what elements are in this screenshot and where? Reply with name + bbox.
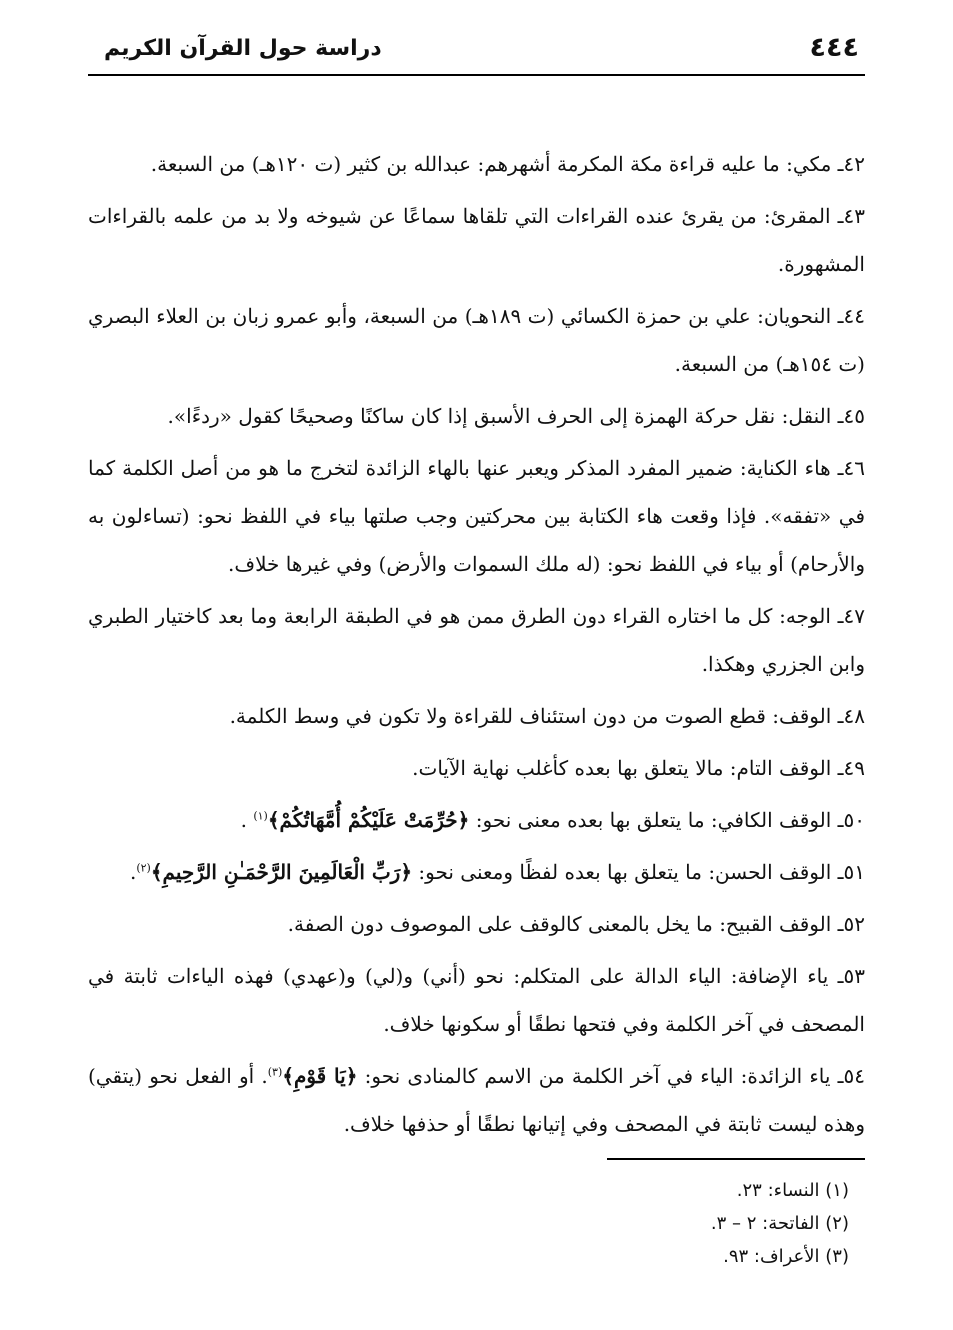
glossary-entry-43 xyxy=(88,192,865,288)
glossary-entry-46 xyxy=(88,444,865,588)
header-divider xyxy=(88,74,865,76)
footnotes xyxy=(711,1174,849,1273)
entry-number: ٤٣ـ xyxy=(837,204,865,228)
footnote-marker[interactable]: (٣) xyxy=(267,1065,283,1079)
entry-text: ياء الإضافة: الياء الدالة على المتكلم: نحو (أني) و(لي) و(عهدي) فهذه الياءات ثابتة في المصحف في آخر الكلمة وفي فتحها نطقًا أو سكونها خلاف. xyxy=(88,964,865,1036)
running-title: دراسة حول القرآن الكريم xyxy=(104,36,382,61)
entry-number: ٤٨ـ xyxy=(837,704,865,728)
entry-text: هاء الكناية: ضمير المفرد المذكر ويعبر عنها بالهاء الزائدة لتخرج ما هو من أصل الكلمة كما في «تفقه». فإذا وقعت هاء الكتابة بين محركتين وجب صلتها بياء في اللفظ نحو: (تساءلون به والأرحام) أو بياء في اللفظ نحو: (له ملك السموات والأرض) وفي غيرها خلاف. xyxy=(88,456,865,576)
entry-number: ٤٢ـ xyxy=(837,152,865,176)
entry-number: ٤٤ـ xyxy=(837,304,865,328)
entry-number: ٤٦ـ xyxy=(837,456,865,480)
glossary-entry-54 xyxy=(88,1052,865,1148)
glossary-entry-47 xyxy=(88,592,865,688)
glossary-entry-49 xyxy=(88,744,865,792)
entry-number: ٤٧ـ xyxy=(837,604,865,628)
entry-text: الوقف القبيح: ما يخل بالمعنى كالوقف على الموصوف دون الصفة. xyxy=(287,912,838,936)
footnote-2: (٢) الفاتحة: ٢ – ٣. xyxy=(710,1213,849,1234)
entry-number: ٥٠ـ xyxy=(837,808,865,832)
page-header xyxy=(88,22,865,72)
glossary-body xyxy=(88,140,865,1152)
entry-text: النقل: نقل حركة الهمزة إلى الحرف الأسبق إذا كان ساكنًا وصحيحًا كقول «ردءًا». xyxy=(167,404,838,428)
glossary-entry-53 xyxy=(88,952,865,1048)
entry-number: ٤٥ـ xyxy=(837,404,865,428)
entry-text-end: . xyxy=(240,808,254,832)
entry-number: ٥١ـ xyxy=(837,860,865,884)
glossary-entry-52 xyxy=(88,900,865,948)
entry-number: ٥٤ـ xyxy=(837,1064,865,1088)
quran-quote: ﴿رَبِّ الْعَالَمِينَ الرَّحْمَـٰنِ الرَّحِيمِ﴾ xyxy=(150,860,413,884)
glossary-entry-48 xyxy=(88,692,865,740)
entry-text: ياء الزائدة: الياء في آخر الكلمة من الاسم كالمنادى نحو: xyxy=(357,1064,838,1088)
entry-text: الوقف: قطع الصوت من دون استئناف للقراءة ولا تكون في وسط الكلمة. xyxy=(229,704,838,728)
entry-text: الوقف الكافي: ما يتعلق بها بعده معنى نحو: xyxy=(469,808,838,832)
footnote-marker[interactable]: (١) xyxy=(253,809,268,823)
footnote-divider xyxy=(607,1158,865,1160)
entry-text: المقرئ: من يقرئ عنده القراءات التي تلقاها سماعًا عن شيوخه ولا بد من علمه بالقراءات المشهورة. xyxy=(88,204,865,276)
footnote-3: (٣) الأعراف: ٩٣. xyxy=(723,1246,849,1267)
entry-text-end: . xyxy=(129,860,137,884)
footnote-1: (١) النساء: ٢٣. xyxy=(736,1180,849,1201)
glossary-entry-42 xyxy=(88,140,865,188)
page-number: ٤٤٤ xyxy=(809,32,859,63)
entry-text-end: . أو الفعل نحو (يتقي) وهذه ليست ثابتة في المصحف وفي إتيانها نطقًا أو حذفها خلاف. xyxy=(88,1064,865,1136)
entry-text: الوقف التام: مالا يتعلق بها بعده كأغلب نهاية الآيات. xyxy=(412,756,838,780)
entry-text: الوجه: كل ما اختاره القراء دون الطرق ممن هو في الطبقة الرابعة وما بعد كاختيار الطبري وابن الجزري وهكذا. xyxy=(88,604,865,676)
glossary-entry-44 xyxy=(88,292,865,388)
entry-number: ٥٣ـ xyxy=(837,964,865,988)
glossary-entry-45 xyxy=(88,392,865,440)
quran-quote: ﴿يَا قَوْمِ﴾ xyxy=(282,1064,358,1088)
footnote-marker[interactable]: (٢) xyxy=(136,861,151,875)
quran-quote: ﴿حُرِّمَتْ عَلَيْكُمْ أُمَّهَاتُكُمْ﴾ xyxy=(267,808,470,832)
glossary-entry-51 xyxy=(88,848,865,896)
entry-text: مكي: ما عليه قراءة مكة المكرمة أشهرهم: عبدالله بن كثير (ت ١٢٠هـ) من السبعة. xyxy=(150,152,838,176)
glossary-entry-50 xyxy=(88,796,865,844)
entry-number: ٤٩ـ xyxy=(837,756,865,780)
entry-number: ٥٢ـ xyxy=(837,912,865,936)
entry-text: الوقف الحسن: ما يتعلق بها بعده لفظًا ومعنى نحو: xyxy=(412,860,838,884)
entry-text: النحويان: علي بن حمزة الكسائي (ت ١٨٩هـ) من السبعة، وأبو عمرو زبان بن العلاء البصري (ت ١٥٤هـ) من السبعة. xyxy=(88,304,865,376)
